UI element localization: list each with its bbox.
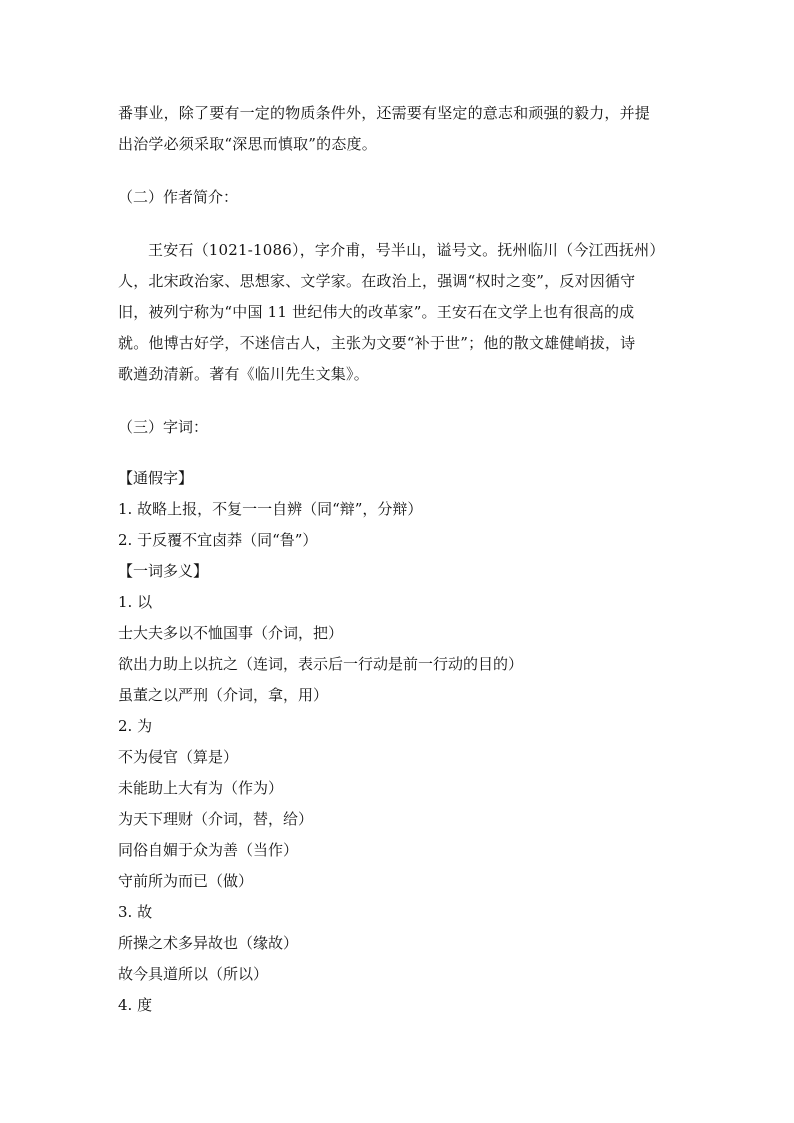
author-bio-line: 歌遒劲清新。著有《临川先生文集》。 (118, 365, 369, 383)
intro-line-2: 出治学必须采取“深思而慎取”的态度。 (118, 135, 377, 153)
list-item: 同俗自媚于众为善（当作） (118, 841, 299, 859)
section-heading-vocabulary: （三）字词： (118, 418, 209, 436)
author-bio-line: 王安石（1021-1086），字介甫，号半山，谥号文。抚州临川（今江西抚州） (148, 241, 665, 259)
spacer (118, 443, 678, 463)
list-item: 虽董之以严刑（介词，拿，用） (118, 686, 329, 704)
spacer (118, 390, 678, 412)
subheading-yiciduoyi: 【一词多义】 (118, 562, 209, 580)
intro-line-1: 番事业，除了要有一定的物质条件外，还需要有坚定的意志和顽强的毅力，并提 (118, 104, 651, 122)
list-item: 为天下理财（介词，替，给） (118, 810, 314, 828)
list-item: 守前所为而已（做） (118, 872, 254, 890)
list-item: 故今具道所以（所以） (118, 965, 269, 983)
list-item: 4. 度 (118, 996, 153, 1014)
list-item: 3. 故 (118, 903, 153, 921)
vocabulary-list (118, 463, 678, 1021)
list-item: 所操之术多异故也（缘故） (118, 934, 299, 952)
list-item: 欲出力助上以抗之（连词，表示后一行动是前一行动的目的） (118, 655, 524, 673)
author-bio (118, 235, 678, 390)
author-bio-line: 人，北宋政治家、思想家、文学家。在政治上，强调“权时之变”，反对因循守 (118, 272, 636, 290)
subheading-tongjiazi: 【通假字】 (118, 469, 194, 487)
author-bio-line: 旧，被列宁称为“中国 11 世纪伟大的改革家”。王安石在文学上也有很高的成 (118, 303, 635, 321)
author-bio-line: 就。他博古好学，不迷信古人，主张为文要“补于世”；他的散文雄健峭拔，诗 (118, 334, 636, 352)
spacer (118, 160, 678, 182)
spacer (118, 213, 678, 235)
list-item: 士大夫多以不恤国事（介词，把） (118, 624, 344, 642)
list-item: 不为侵官（算是） (118, 748, 239, 766)
list-item: 未能助上大有为（作为） (118, 779, 284, 797)
list-item: 1. 故略上报，不复一一自辨（同“辩”，分辩） (118, 500, 423, 518)
list-item: 1. 以 (118, 593, 153, 611)
list-item: 2. 于反覆不宜卤莽（同“鲁”） (118, 531, 318, 549)
document-body (118, 98, 678, 1021)
section-heading-author: （二）作者简介： (118, 188, 239, 206)
list-item: 2. 为 (118, 717, 153, 735)
